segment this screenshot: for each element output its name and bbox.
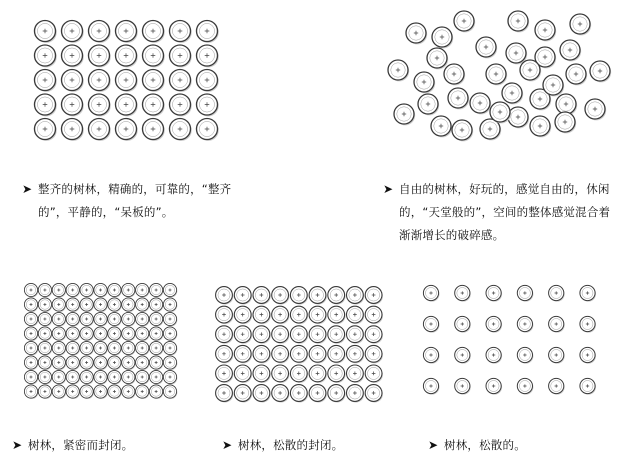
tree-symbol bbox=[309, 365, 327, 383]
tree-symbol bbox=[309, 345, 327, 363]
tree-symbol bbox=[549, 378, 565, 394]
tree-symbol bbox=[170, 119, 192, 141]
tree-symbol bbox=[580, 285, 596, 301]
tree-symbol bbox=[35, 94, 57, 116]
tree-symbol bbox=[517, 285, 533, 301]
tree-symbol bbox=[365, 287, 383, 305]
tree-symbol bbox=[309, 287, 327, 305]
tree-symbol bbox=[365, 306, 383, 324]
tree-symbol bbox=[406, 23, 427, 44]
tree-symbol bbox=[216, 345, 234, 363]
tree-symbol bbox=[347, 326, 365, 344]
tree-symbol bbox=[52, 327, 66, 341]
tree-symbol bbox=[150, 370, 164, 384]
tree-symbol bbox=[122, 298, 136, 312]
tree-symbol bbox=[38, 298, 52, 312]
tree-symbol bbox=[52, 341, 66, 355]
tree-symbol bbox=[122, 356, 136, 370]
tree-symbol bbox=[163, 370, 177, 384]
tree-symbol bbox=[272, 287, 290, 305]
tree-symbol bbox=[448, 88, 469, 109]
tree-symbol bbox=[24, 370, 38, 384]
tree-symbol bbox=[94, 298, 108, 312]
tree-symbol bbox=[24, 341, 38, 355]
tree-symbol bbox=[66, 283, 80, 297]
tree-symbol bbox=[52, 385, 66, 399]
tree-symbol bbox=[347, 287, 365, 305]
arrow-icon: ➤ bbox=[383, 182, 394, 196]
tree-symbol bbox=[66, 298, 80, 312]
tree-symbol bbox=[38, 312, 52, 326]
tree-symbol bbox=[150, 356, 164, 370]
caption-sparse bbox=[428, 434, 628, 457]
tree-symbol bbox=[290, 306, 308, 324]
tree-symbol bbox=[108, 283, 122, 297]
tree-symbol bbox=[328, 365, 346, 383]
tree-symbol bbox=[116, 21, 138, 43]
tree-symbol bbox=[517, 316, 533, 332]
tree-symbol bbox=[388, 60, 409, 81]
caption-loose-line-1: 树林，松散的封闭。 bbox=[238, 438, 344, 452]
tree-symbol bbox=[455, 316, 471, 332]
tree-symbol bbox=[122, 341, 136, 355]
tree-symbol bbox=[80, 283, 94, 297]
tree-symbol bbox=[163, 385, 177, 399]
tree-symbol bbox=[309, 326, 327, 344]
tree-symbol bbox=[520, 60, 541, 81]
tree-symbol bbox=[136, 327, 150, 341]
tree-symbol bbox=[234, 365, 252, 383]
tree-symbol bbox=[290, 326, 308, 344]
tree-symbol bbox=[80, 327, 94, 341]
tree-symbol bbox=[136, 356, 150, 370]
tree-symbol bbox=[486, 285, 502, 301]
tree-symbol bbox=[423, 316, 439, 332]
tree-symbol bbox=[94, 327, 108, 341]
neat-forest-grid bbox=[35, 21, 219, 141]
tree-symbol bbox=[38, 283, 52, 297]
tree-symbol bbox=[35, 21, 57, 43]
caption-free-line-2: 的，“天堂般的”，空间的整体感觉混合着 bbox=[399, 205, 611, 219]
tree-symbol bbox=[432, 27, 453, 48]
tree-symbol bbox=[328, 326, 346, 344]
caption-free bbox=[383, 178, 638, 247]
tree-symbol bbox=[394, 104, 415, 125]
tree-symbol bbox=[444, 64, 465, 85]
tree-symbol bbox=[580, 378, 596, 394]
tree-symbol bbox=[143, 45, 165, 67]
tree-symbol bbox=[116, 70, 138, 92]
tree-symbol bbox=[347, 385, 365, 403]
tree-symbol bbox=[486, 378, 502, 394]
tree-symbol bbox=[89, 94, 111, 116]
tree-symbol bbox=[52, 298, 66, 312]
tree-symbol bbox=[35, 119, 57, 141]
tree-symbol bbox=[197, 45, 219, 67]
tree-symbol bbox=[66, 385, 80, 399]
tree-symbol bbox=[38, 356, 52, 370]
tree-symbol bbox=[508, 11, 529, 32]
tree-symbol bbox=[163, 356, 177, 370]
tree-symbol bbox=[272, 385, 290, 403]
tree-symbol bbox=[24, 298, 38, 312]
tree-symbol bbox=[253, 385, 271, 403]
tree-symbol bbox=[89, 70, 111, 92]
tree-symbol bbox=[80, 341, 94, 355]
tree-symbol bbox=[455, 285, 471, 301]
tree-symbol bbox=[549, 347, 565, 363]
tree-symbol bbox=[290, 345, 308, 363]
tree-symbol bbox=[423, 378, 439, 394]
tree-symbol bbox=[150, 312, 164, 326]
tree-symbol bbox=[347, 306, 365, 324]
tree-symbol bbox=[234, 287, 252, 305]
tree-symbol bbox=[328, 287, 346, 305]
tree-symbol bbox=[234, 385, 252, 403]
tree-symbol bbox=[427, 48, 448, 69]
tree-symbol bbox=[365, 365, 383, 383]
tree-symbol bbox=[570, 14, 591, 35]
tree-symbol bbox=[216, 306, 234, 324]
tree-symbol bbox=[116, 119, 138, 141]
tree-symbol bbox=[486, 316, 502, 332]
tree-symbol bbox=[94, 356, 108, 370]
tree-symbol bbox=[66, 327, 80, 341]
tree-symbol bbox=[486, 64, 507, 85]
arrow-icon: ➤ bbox=[12, 438, 23, 452]
sparse-forest-grid bbox=[423, 285, 596, 394]
tree-symbol bbox=[136, 312, 150, 326]
tree-symbol bbox=[566, 64, 587, 85]
tree-symbol bbox=[150, 341, 164, 355]
tree-symbol bbox=[108, 356, 122, 370]
tree-symbol bbox=[508, 107, 529, 128]
tree-symbol bbox=[549, 316, 565, 332]
tree-symbol bbox=[328, 385, 346, 403]
tree-symbol bbox=[197, 21, 219, 43]
tree-symbol bbox=[418, 94, 439, 115]
tree-symbol bbox=[517, 378, 533, 394]
tree-symbol bbox=[347, 345, 365, 363]
tree-symbol bbox=[272, 326, 290, 344]
tree-symbol bbox=[365, 385, 383, 403]
tree-symbol bbox=[309, 385, 327, 403]
loose-enclosed-forest-grid bbox=[216, 287, 383, 403]
caption-neat bbox=[22, 178, 322, 224]
tree-symbol bbox=[136, 298, 150, 312]
tree-symbol bbox=[170, 70, 192, 92]
tree-symbol bbox=[52, 370, 66, 384]
tree-symbol bbox=[455, 378, 471, 394]
dense-forest-grid bbox=[24, 283, 177, 399]
tree-symbol bbox=[136, 370, 150, 384]
tree-symbol bbox=[328, 345, 346, 363]
tree-symbol bbox=[163, 312, 177, 326]
caption-dense bbox=[12, 434, 212, 457]
tree-symbol bbox=[470, 93, 491, 114]
tree-symbol bbox=[170, 94, 192, 116]
tree-symbol bbox=[216, 365, 234, 383]
tree-symbol bbox=[150, 327, 164, 341]
tree-symbol bbox=[549, 285, 565, 301]
tree-symbol bbox=[253, 326, 271, 344]
tree-symbol bbox=[143, 21, 165, 43]
tree-symbol bbox=[143, 119, 165, 141]
tree-symbol bbox=[38, 385, 52, 399]
tree-symbol bbox=[122, 385, 136, 399]
tree-symbol bbox=[502, 83, 523, 104]
tree-symbol bbox=[253, 306, 271, 324]
tree-symbol bbox=[116, 45, 138, 67]
tree-symbol bbox=[143, 70, 165, 92]
arrow-icon: ➤ bbox=[22, 182, 33, 196]
tree-symbol bbox=[62, 21, 84, 43]
tree-symbol bbox=[234, 345, 252, 363]
tree-symbol bbox=[216, 326, 234, 344]
tree-symbol bbox=[216, 287, 234, 305]
tree-symbol bbox=[24, 327, 38, 341]
tree-symbol bbox=[89, 21, 111, 43]
tree-symbol bbox=[365, 345, 383, 363]
tree-symbol bbox=[365, 326, 383, 344]
tree-symbol bbox=[170, 45, 192, 67]
tree-symbol bbox=[328, 306, 346, 324]
tree-symbol bbox=[136, 385, 150, 399]
tree-symbol bbox=[108, 312, 122, 326]
tree-symbol bbox=[38, 341, 52, 355]
caption-free-line-3: 渐渐增长的破碎感。 bbox=[399, 228, 505, 242]
tree-symbol bbox=[290, 287, 308, 305]
tree-symbol bbox=[423, 285, 439, 301]
tree-symbol bbox=[454, 11, 475, 32]
caption-sparse-line-1: 树林，松散的。 bbox=[444, 438, 526, 452]
caption-free-line-1: 自由的树林，好玩的，感觉自由的，休闲 bbox=[399, 182, 610, 196]
tree-symbol bbox=[122, 312, 136, 326]
tree-symbol bbox=[197, 94, 219, 116]
tree-symbol bbox=[35, 45, 57, 67]
tree-symbol bbox=[80, 312, 94, 326]
tree-symbol bbox=[62, 70, 84, 92]
tree-symbol bbox=[150, 385, 164, 399]
tree-symbol bbox=[80, 385, 94, 399]
tree-symbol bbox=[163, 298, 177, 312]
tree-symbol bbox=[309, 306, 327, 324]
tree-symbol bbox=[150, 298, 164, 312]
tree-symbol bbox=[170, 21, 192, 43]
tree-symbol bbox=[197, 119, 219, 141]
tree-symbol bbox=[66, 312, 80, 326]
tree-symbol bbox=[94, 341, 108, 355]
tree-symbol bbox=[94, 312, 108, 326]
tree-symbol bbox=[94, 370, 108, 384]
tree-symbol bbox=[38, 327, 52, 341]
tree-symbol bbox=[580, 316, 596, 332]
tree-symbol bbox=[62, 45, 84, 67]
tree-symbol bbox=[89, 45, 111, 67]
tree-symbol bbox=[234, 306, 252, 324]
tree-symbol bbox=[455, 347, 471, 363]
tree-symbol bbox=[122, 283, 136, 297]
tree-symbol bbox=[24, 385, 38, 399]
tree-symbol bbox=[136, 341, 150, 355]
tree-symbol bbox=[272, 306, 290, 324]
tree-symbol bbox=[94, 283, 108, 297]
tree-symbol bbox=[35, 70, 57, 92]
tree-symbol bbox=[163, 341, 177, 355]
tree-symbol bbox=[163, 327, 177, 341]
caption-neat-line-1: 整齐的树林，精确的，可靠的，“整齐 bbox=[38, 182, 232, 196]
tree-symbol bbox=[89, 119, 111, 141]
tree-symbol bbox=[52, 312, 66, 326]
tree-symbol bbox=[290, 365, 308, 383]
tree-symbol bbox=[590, 61, 611, 82]
tree-symbol bbox=[62, 94, 84, 116]
tree-symbol bbox=[108, 385, 122, 399]
tree-symbol bbox=[476, 37, 497, 58]
tree-symbol bbox=[62, 119, 84, 141]
tree-symbol bbox=[253, 287, 271, 305]
tree-symbol bbox=[38, 370, 52, 384]
tree-symbol bbox=[122, 327, 136, 341]
tree-symbol bbox=[272, 365, 290, 383]
tree-symbol bbox=[535, 20, 556, 41]
tree-symbol bbox=[143, 94, 165, 116]
tree-symbol bbox=[116, 94, 138, 116]
tree-symbol bbox=[150, 283, 164, 297]
tree-symbol bbox=[108, 341, 122, 355]
tree-symbol bbox=[80, 356, 94, 370]
tree-symbol bbox=[414, 72, 435, 93]
tree-symbol bbox=[253, 365, 271, 383]
tree-symbol bbox=[136, 283, 150, 297]
tree-symbol bbox=[108, 327, 122, 341]
tree-symbol bbox=[80, 298, 94, 312]
tree-symbol bbox=[80, 370, 94, 384]
tree-symbol bbox=[66, 341, 80, 355]
tree-symbol bbox=[585, 99, 606, 120]
arrow-icon: ➤ bbox=[428, 438, 439, 452]
tree-symbol bbox=[517, 347, 533, 363]
tree-symbol bbox=[560, 40, 581, 61]
caption-dense-line-1: 树林，紧密而封闭。 bbox=[28, 438, 134, 452]
tree-symbol bbox=[486, 347, 502, 363]
tree-symbol bbox=[423, 347, 439, 363]
tree-symbol bbox=[197, 70, 219, 92]
tree-symbol bbox=[555, 112, 576, 133]
tree-symbol bbox=[66, 356, 80, 370]
tree-symbol bbox=[580, 347, 596, 363]
tree-symbol bbox=[216, 385, 234, 403]
tree-symbol bbox=[347, 365, 365, 383]
tree-symbol bbox=[431, 116, 452, 137]
tree-symbol bbox=[52, 283, 66, 297]
tree-symbol bbox=[108, 370, 122, 384]
tree-symbol bbox=[272, 345, 290, 363]
free-forest-scatter bbox=[388, 11, 611, 141]
tree-symbol bbox=[24, 356, 38, 370]
caption-loose bbox=[222, 434, 422, 457]
tree-symbol bbox=[66, 370, 80, 384]
tree-symbol bbox=[530, 116, 551, 137]
tree-symbol bbox=[24, 312, 38, 326]
tree-symbol bbox=[94, 385, 108, 399]
tree-symbol bbox=[290, 385, 308, 403]
tree-symbol bbox=[108, 298, 122, 312]
tree-symbol bbox=[452, 120, 473, 141]
tree-symbol bbox=[52, 356, 66, 370]
tree-symbol bbox=[253, 345, 271, 363]
arrow-icon: ➤ bbox=[222, 438, 233, 452]
caption-neat-line-2: 的”，平静的，“呆板的”。 bbox=[38, 205, 174, 219]
tree-symbol bbox=[24, 283, 38, 297]
tree-symbol bbox=[234, 326, 252, 344]
tree-symbol bbox=[122, 370, 136, 384]
tree-symbol bbox=[163, 283, 177, 297]
